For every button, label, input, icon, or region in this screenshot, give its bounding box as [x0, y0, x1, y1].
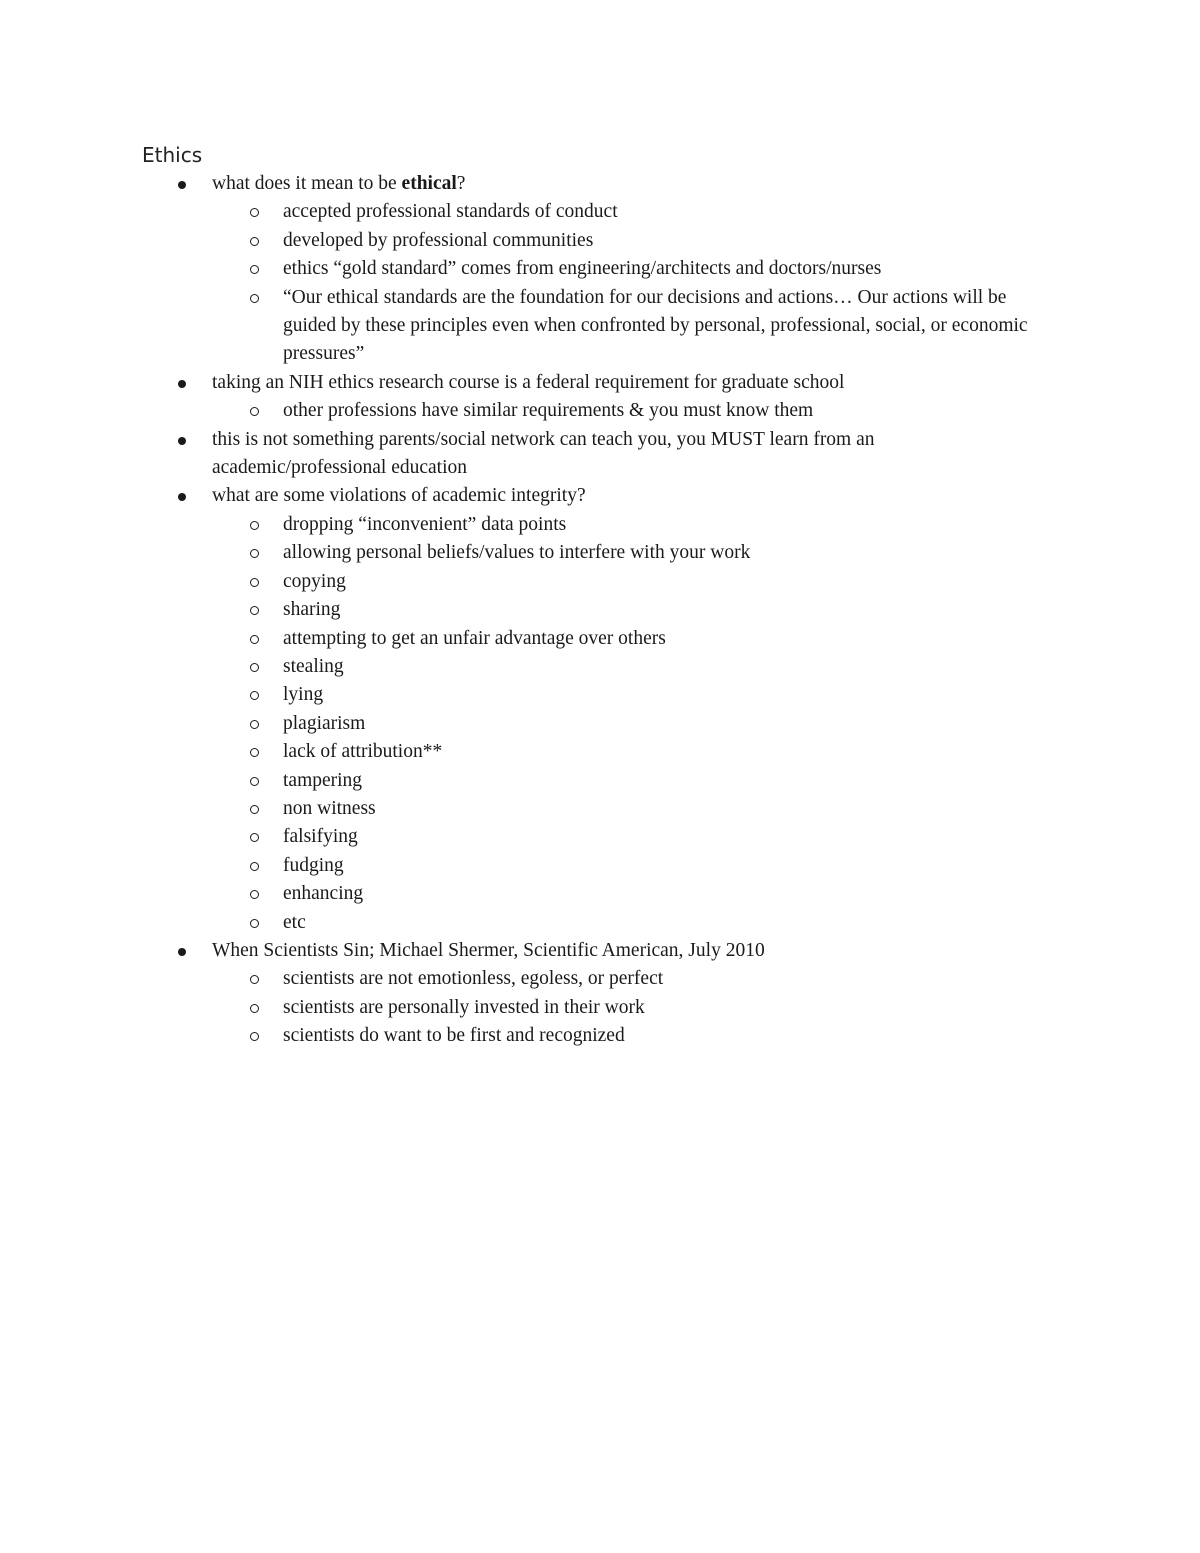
sub-list-item [0, 511, 1063, 539]
list-item [0, 369, 952, 397]
sub-list-item [0, 653, 1063, 681]
list-item-text: scientists are not emotionless, egoless, or perfect [283, 968, 664, 990]
bullet-circle-icon [250, 1032, 259, 1041]
sub-list-item [0, 625, 1063, 653]
sub-list-item [0, 284, 1063, 369]
list-item-text: scientists do want to be first and recognized [283, 1025, 625, 1047]
list-item-text: When Scientists Sin; Michael Shermer, Scientific American, July 2010 [212, 939, 765, 961]
list-item-text: plagiarism [283, 712, 366, 734]
bullet-circle-icon [250, 635, 259, 644]
list-item-text: taking an NIH ethics research course is a federal requirement for graduate school [212, 371, 845, 393]
bullet-circle-icon [250, 890, 259, 899]
list-item-text: tampering [283, 769, 363, 791]
list-item-text: copying [283, 570, 346, 592]
sub-list-item [0, 568, 1063, 596]
sub-list-item [0, 596, 1063, 624]
sub-list-item [0, 738, 1063, 766]
list-item [0, 170, 952, 198]
sub-list-item [0, 710, 1063, 738]
bullet-circle-icon [250, 1004, 259, 1013]
bullet-circle-icon [250, 805, 259, 814]
bullet-circle-icon [250, 407, 259, 416]
sub-list-item [0, 880, 1063, 908]
sub-list-item [0, 539, 1063, 567]
sub-list-item [0, 767, 1063, 795]
list-item-text: ethics “gold standard” comes from engineering/architects and doctors/nurses [283, 258, 882, 280]
sub-list-item [0, 909, 1063, 937]
list-item-text: developed by professional communities [283, 229, 594, 251]
list-item-text: scientists are personally invested in their work [283, 996, 645, 1018]
bullet-circle-icon [250, 663, 259, 672]
list-item-text: falsifying [283, 826, 358, 848]
notes-list [0, 170, 1200, 1051]
bullet-circle-icon [250, 521, 259, 530]
bullet-dot-icon [178, 181, 186, 189]
list-item-text: enhancing [283, 883, 364, 905]
bullet-circle-icon [250, 549, 259, 558]
sub-list-item [0, 994, 1063, 1022]
bullet-circle-icon [250, 691, 259, 700]
bullet-dot-icon [178, 437, 186, 445]
list-item-text: ? [456, 173, 466, 194]
sub-list-item [0, 823, 1063, 851]
list-item-text: lack of attribution** [283, 741, 443, 763]
sub-list-item [0, 227, 1063, 255]
list-item-text: what are some violations of academic integrity? [212, 485, 586, 507]
sub-list-item [0, 255, 1063, 283]
bullet-circle-icon [250, 862, 259, 871]
list-item-text: sharing [283, 599, 341, 621]
list-item-text: allowing personal beliefs/values to interfere with your work [283, 542, 751, 564]
bullet-dot-icon [178, 380, 186, 388]
list-item-text: etc [283, 911, 306, 933]
list-item-text: this is not something parents/social network can teach you, you MUST learn from an academic/professional education [212, 428, 875, 479]
sub-list-item [0, 198, 1063, 226]
bullet-circle-icon [250, 606, 259, 615]
list-item-text: other professions have similar requirements & you must know them [283, 400, 814, 422]
sub-list-item [0, 795, 1063, 823]
bullet-circle-icon [250, 237, 259, 246]
sub-list-item [0, 397, 1063, 425]
emphasis-text: ethical [401, 173, 457, 194]
list-item-text: “Our ethical standards are the foundation for our decisions and actions… Our actions will be guided by these principles even when confronted by personal, professional, social, or economic pressures” [283, 286, 1028, 365]
bullet-circle-icon [250, 265, 259, 274]
list-item-text: non witness [283, 797, 376, 819]
bullet-circle-icon [250, 777, 259, 786]
bullet-circle-icon [250, 748, 259, 757]
list-item-text: stealing [283, 655, 344, 677]
bullet-circle-icon [250, 294, 259, 303]
list-item-text: accepted professional standards of conduct [283, 201, 618, 223]
bullet-circle-icon [250, 208, 259, 217]
sub-list-item [0, 965, 1063, 993]
bullet-circle-icon [250, 919, 259, 928]
bullet-circle-icon [250, 578, 259, 587]
list-item-text: what does it mean to be [212, 173, 402, 194]
sub-list-item [0, 852, 1063, 880]
list-item-text: lying [283, 684, 324, 706]
list-item [0, 937, 952, 965]
document-title: Ethics [142, 143, 203, 167]
bullet-dot-icon [178, 948, 186, 956]
bullet-circle-icon [250, 975, 259, 984]
bullet-circle-icon [250, 720, 259, 729]
bullet-dot-icon [178, 493, 186, 501]
bullet-circle-icon [250, 833, 259, 842]
list-item-text: attempting to get an unfair advantage over others [283, 627, 666, 649]
list-item-text: dropping “inconvenient” data points [283, 513, 567, 535]
sub-list-item [0, 681, 1063, 709]
list-item [0, 426, 952, 483]
list-item-text: fudging [283, 854, 344, 876]
list-item [0, 482, 952, 510]
sub-list-item [0, 1022, 1063, 1050]
